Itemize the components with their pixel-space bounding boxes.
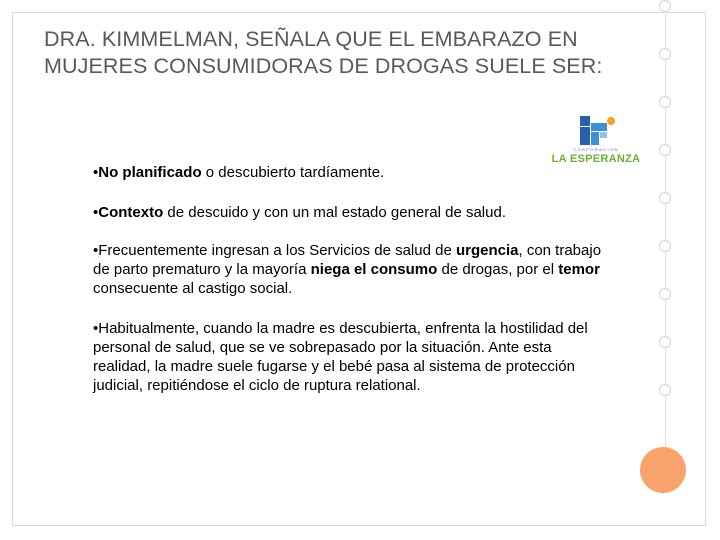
decorative-circle: [640, 447, 686, 493]
bullet-emphasis: No planificado: [98, 164, 202, 181]
bullet-emphasis: Contexto: [98, 204, 164, 221]
bullet-text: •Habitualmente, cuando la madre es descubierta, enfrenta la hostilidad del personal de salud, que se ve sobrepasado por la situación. Ante esta realidad, la madre suele fugarse y el bebé pasa al sistema de protección judicial, repitiéndose el ciclo de ruptura relational.: [93, 320, 588, 394]
slide-title: DRA. KIMMELMAN, SEÑALA QUE EL EMBARAZO EN MUJERES CONSUMIDORAS DE DROGAS SUELE SER:: [44, 27, 603, 78]
bullet-text: de descuido y con un mal estado general de salud.: [163, 204, 506, 221]
decorative-vertical-line: [665, 0, 666, 450]
bullet-text: o descubierto tardíamente.: [201, 164, 385, 181]
decorative-dot: [659, 288, 671, 300]
bullet-emphasis: temor: [558, 261, 600, 278]
bullet-text: consecuente al castigo social.: [93, 280, 293, 297]
decorative-dot: [659, 144, 671, 156]
bullet-text: •Frecuentemente ingresan a los Servicios de salud de: [93, 242, 456, 259]
bullet-list: [93, 163, 603, 416]
bullet-item: [93, 203, 603, 222]
logo: [540, 112, 652, 168]
decorative-dot: [659, 192, 671, 204]
decorative-dot: [659, 0, 671, 12]
decorative-dot: [659, 48, 671, 60]
decorative-dot: [659, 96, 671, 108]
bullet-emphasis: niega el consumo: [310, 261, 438, 278]
bullet-emphasis: urgencia: [455, 242, 519, 259]
logo-subtext: CORPORACION: [573, 147, 619, 152]
bullet-text: , con trabajo de parto prematuro y la mayoría: [93, 242, 602, 278]
decorative-dot: [659, 336, 671, 348]
logo-name: LA ESPERANZA: [551, 153, 641, 165]
bullet-marker: •: [93, 164, 99, 181]
bullet-item: [93, 319, 603, 395]
bullet-marker: •: [93, 204, 99, 221]
decorative-dot: [659, 240, 671, 252]
logo-mark-icon: [540, 112, 652, 152]
decorative-dot: [659, 384, 671, 396]
bullet-item: [93, 163, 603, 182]
bullet-text: de drogas, por el: [437, 261, 559, 278]
bullet-item: [93, 241, 603, 298]
